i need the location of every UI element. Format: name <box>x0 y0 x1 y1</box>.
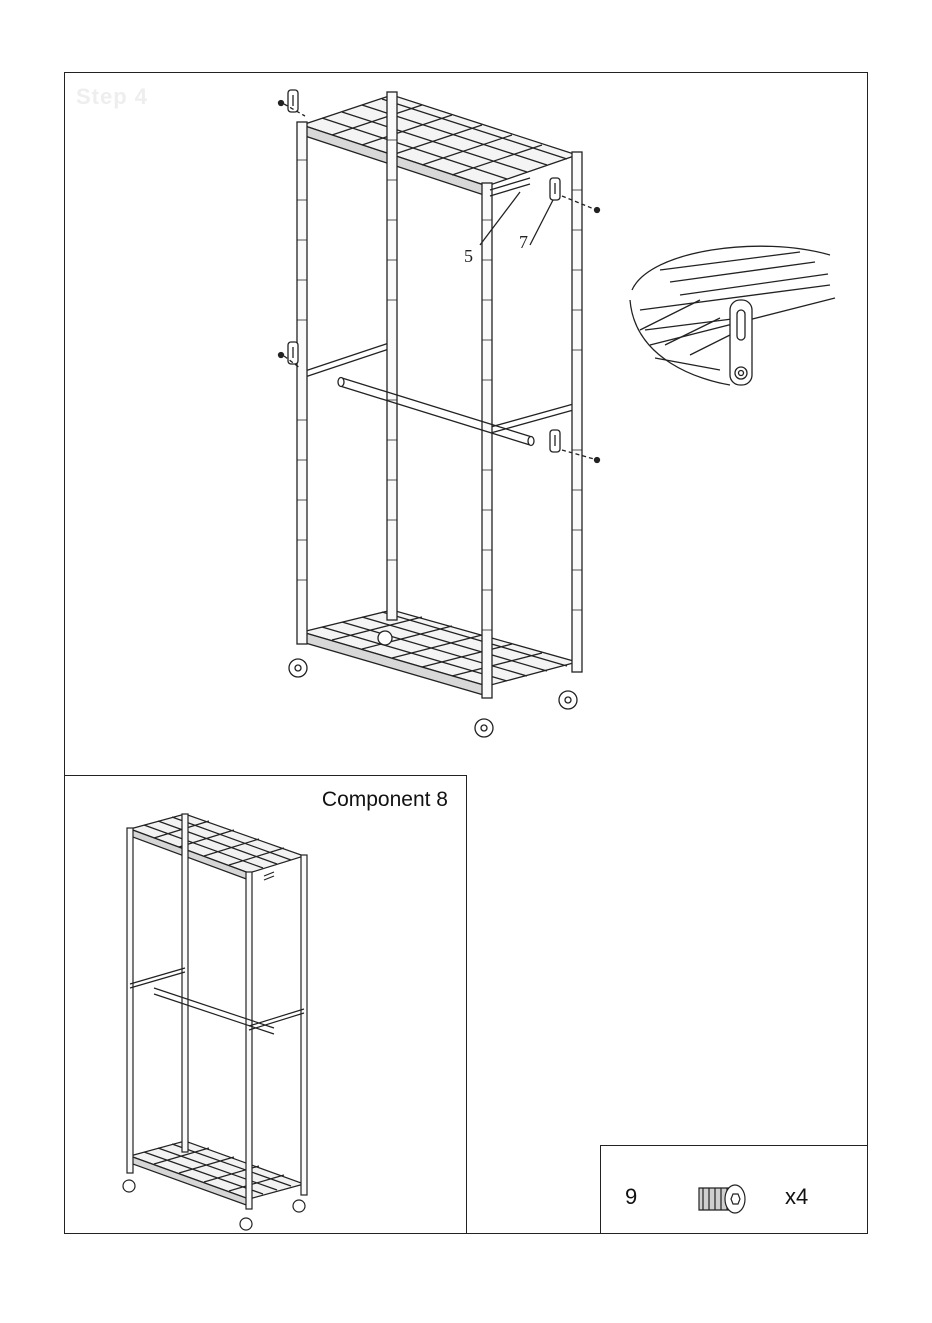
hanging-rod <box>338 378 534 446</box>
step-title: Step 4 <box>76 84 149 109</box>
middle-frame <box>302 342 577 434</box>
parts-box <box>600 1145 868 1234</box>
component-inset <box>64 775 467 1234</box>
bracket-detail-view <box>630 246 835 385</box>
callout-7: 7 <box>519 232 528 252</box>
screw-icon <box>691 1174 771 1224</box>
callout-leader-7 <box>530 200 553 245</box>
part-number: 9 <box>625 1184 638 1209</box>
bracket-top-right <box>550 178 560 200</box>
callout-5: 5 <box>464 246 473 266</box>
component-8-diagram <box>64 776 467 1235</box>
bottom-shelf <box>302 610 577 696</box>
bracket-mid-right <box>550 430 560 452</box>
top-shelf <box>302 95 577 196</box>
part-quantity: x4 <box>785 1184 809 1209</box>
posts <box>297 92 582 698</box>
inset-title: Component 8 <box>321 788 448 811</box>
